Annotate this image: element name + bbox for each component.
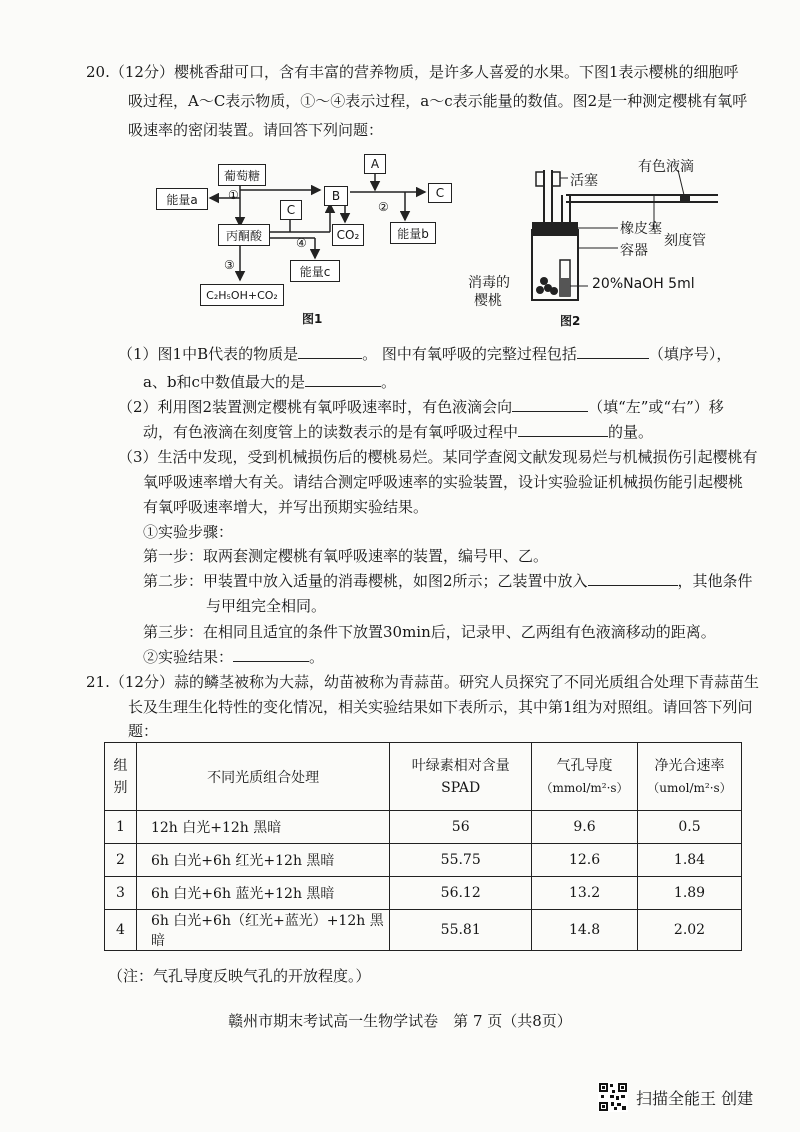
cell-spad: 55.75 xyxy=(390,844,532,877)
energy-a-box: 能量a xyxy=(156,188,208,210)
q20-sub3-line2: 氧呼吸速率增大有关。请结合测定呼吸速率的实验装置，设计实验验证机械损伤能引起樱桃 xyxy=(143,473,744,491)
figure-2-caption: 图2 xyxy=(560,314,581,328)
table-row xyxy=(105,844,742,877)
q20-line2: 吸过程，A～C表示物质，①～④表示过程，a～c表示能量的数值。图2是一种测定樱桃有氧呼 xyxy=(128,92,748,110)
q20-results-line xyxy=(143,647,324,667)
q20-sub1-text-b: 。 图中有氧呼吸的完整过程包括 xyxy=(362,345,577,363)
co2-box: CO₂ xyxy=(332,224,364,246)
cell-gs: 14.8 xyxy=(532,910,638,951)
cell-pn: 2.02 xyxy=(638,910,742,951)
cell-spad: 56 xyxy=(390,811,532,844)
q20-line1: 20.（12分）樱桃香甜可口，含有丰富的营养物质，是许多人喜爱的水果。下图1表示樱桃的细胞呼 xyxy=(86,63,739,81)
cell-group: 4 xyxy=(105,910,137,951)
answer-blank-aerobic-process[interactable] xyxy=(577,344,649,359)
answer-blank-droplet-direction[interactable] xyxy=(512,397,588,412)
qr-code-icon xyxy=(598,1082,628,1112)
q20-results-end: 。 xyxy=(309,648,325,666)
energy-c-box: 能量c xyxy=(290,260,340,282)
cherry-label-line2: 樱桃 xyxy=(474,293,502,309)
header-chlorophyll: 叶绿素相对含量 SPAD xyxy=(390,743,532,811)
graduated-tube-label: 刻度管 xyxy=(664,233,706,249)
cell-gs: 13.2 xyxy=(532,877,638,910)
glucose-box: 葡萄糖 xyxy=(218,164,266,186)
answer-blank-max-energy[interactable] xyxy=(305,372,381,387)
cell-group: 1 xyxy=(105,811,137,844)
substance-c-left-box: C xyxy=(280,200,302,220)
table-note: （注：气孔导度反映气孔的开放程度。） xyxy=(108,967,371,985)
cell-group: 3 xyxy=(105,877,137,910)
q20-sub2-line1 xyxy=(118,397,724,417)
camscanner-watermark xyxy=(598,1082,753,1112)
q20-results-label: ②实验结果： xyxy=(143,648,234,666)
energy-b-box: 能量b xyxy=(390,222,436,244)
q20-step2-text-b: ，其他条件 xyxy=(677,572,753,590)
cell-group: 2 xyxy=(105,844,137,877)
q20-sub3-line3: 有氧呼吸速率增大，并写出预期实验结果。 xyxy=(143,498,429,516)
container-label: 容器 xyxy=(620,243,648,259)
q20-sub2-text-a: （2）利用图2装置测定樱桃有氧呼吸速率时，有色液滴会向 xyxy=(118,398,513,416)
pyruvate-box: 丙酮酸 xyxy=(218,224,270,246)
q20-step2-text-a: 第二步：甲装置中放入适量的消毒樱桃，如图2所示；乙装置中放入 xyxy=(143,572,588,590)
cell-spad: 56.12 xyxy=(390,877,532,910)
process-1-label: ① xyxy=(228,188,239,202)
colored-droplet-label: 有色液滴 xyxy=(638,159,694,175)
cell-gs: 12.6 xyxy=(532,844,638,877)
q20-sub2-text-c: 动，有色液滴在刻度管上的读数表示的是有氧呼吸过程中 xyxy=(143,423,519,441)
q20-sub1-line2 xyxy=(143,372,396,392)
table-row xyxy=(105,877,742,910)
substance-c-right-box: C xyxy=(428,183,452,203)
q20-sub3-line1: （3）生活中发现，受到机械损伤后的樱桃易烂。某同学查阅文献发现易烂与机械损伤引起樱桃有 xyxy=(118,448,758,466)
q20-line3: 吸速率的密闭装置。请回答下列问题： xyxy=(128,121,384,139)
q20-sub2-line2 xyxy=(143,422,653,442)
header-net-photosynthesis: 净光合速率 （umol/m²·s） xyxy=(638,743,742,811)
naoh-label: 20%NaOH 5ml xyxy=(592,276,695,292)
answer-blank-reading-meaning[interactable] xyxy=(518,422,608,437)
q20-sub1-line1 xyxy=(118,344,731,364)
header-treatment: 不同光质组合处理 xyxy=(136,743,389,811)
q21-line3: 题： xyxy=(128,722,159,740)
stopcock-label: 活塞 xyxy=(570,173,598,189)
q20-sub2-text-b: （填“左”或“右”）移 xyxy=(588,398,724,416)
ethanol-co2-box: C₂H₅OH+CO₂ xyxy=(200,284,284,306)
page-footer: 赣州市期末考试高一生物学试卷 第 7 页（共8页） xyxy=(228,1012,572,1030)
figure-1-respiration-diagram xyxy=(150,150,460,330)
light-treatment-table xyxy=(104,742,742,951)
cell-treatment: 6h 白光+6h（红光+蓝光）+12h 黑暗 xyxy=(136,910,389,951)
table-row xyxy=(105,910,742,951)
q20-step2-line1 xyxy=(143,571,753,591)
cell-pn: 0.5 xyxy=(638,811,742,844)
q20-sub1-text-c: （填序号）， xyxy=(648,345,732,363)
figure-1-caption: 图1 xyxy=(302,312,323,326)
q20-sub2-text-d: 的量。 xyxy=(608,423,654,441)
q20-sub1-text-d: a、b和c中数值最大的是 xyxy=(143,373,305,391)
cell-pn: 1.89 xyxy=(638,877,742,910)
camscanner-text: 扫描全能王 创建 xyxy=(636,1088,754,1108)
q20-sub1-text-e: 。 xyxy=(380,373,396,391)
rubber-stopper-label: 橡皮塞 xyxy=(620,221,662,237)
cell-gs: 9.6 xyxy=(532,811,638,844)
header-group: 组 别 xyxy=(105,743,137,811)
header-stomatal-conductance: 气孔导度 （mmol/m²·s） xyxy=(532,743,638,811)
cell-treatment: 6h 白光+6h 红光+12h 黑暗 xyxy=(136,844,389,877)
q20-sub1-text-a: （1）图1中B代表的物质是 xyxy=(118,345,299,363)
table-row xyxy=(105,811,742,844)
q20-step1: 第一步：取两套测定樱桃有氧呼吸速率的装置，编号甲、乙。 xyxy=(143,547,549,565)
q20-steps-heading: ①实验步骤： xyxy=(143,523,234,541)
cell-treatment: 6h 白光+6h 蓝光+12h 黑暗 xyxy=(136,877,389,910)
substance-b-box: B xyxy=(324,186,348,206)
process-4-label: ④ xyxy=(296,236,307,250)
answer-blank-b-substance[interactable] xyxy=(298,344,362,359)
q21-line2: 长及生理生化特性的变化情况，相关实验结果如下表所示，其中第1组为对照组。请回答下列问 xyxy=(128,698,753,716)
cell-pn: 1.84 xyxy=(638,844,742,877)
q21-line1: 21.（12分）蒜的鳞茎被称为大蒜，幼苗被称为青蒜苗。研究人员探究了不同光质组合处理下青蒜苗生 xyxy=(86,673,759,691)
cell-spad: 55.81 xyxy=(390,910,532,951)
q20-step2-line2: 与甲组完全相同。 xyxy=(206,597,327,615)
process-2-label: ② xyxy=(378,200,389,214)
q20-step3: 第三步：在相同且适宜的条件下放置30min后，记录甲、乙两组有色液滴移动的距离。 xyxy=(143,623,716,641)
process-3-label: ③ xyxy=(224,258,235,272)
figure-2-apparatus xyxy=(468,150,728,335)
substance-a-box: A xyxy=(364,154,386,174)
cell-treatment: 12h 白光+12h 黑暗 xyxy=(136,811,389,844)
answer-blank-group-b-material[interactable] xyxy=(588,571,678,586)
answer-blank-results[interactable] xyxy=(233,647,309,662)
table-header-row xyxy=(105,743,742,811)
cherry-label-line1: 消毒的 xyxy=(468,275,510,291)
